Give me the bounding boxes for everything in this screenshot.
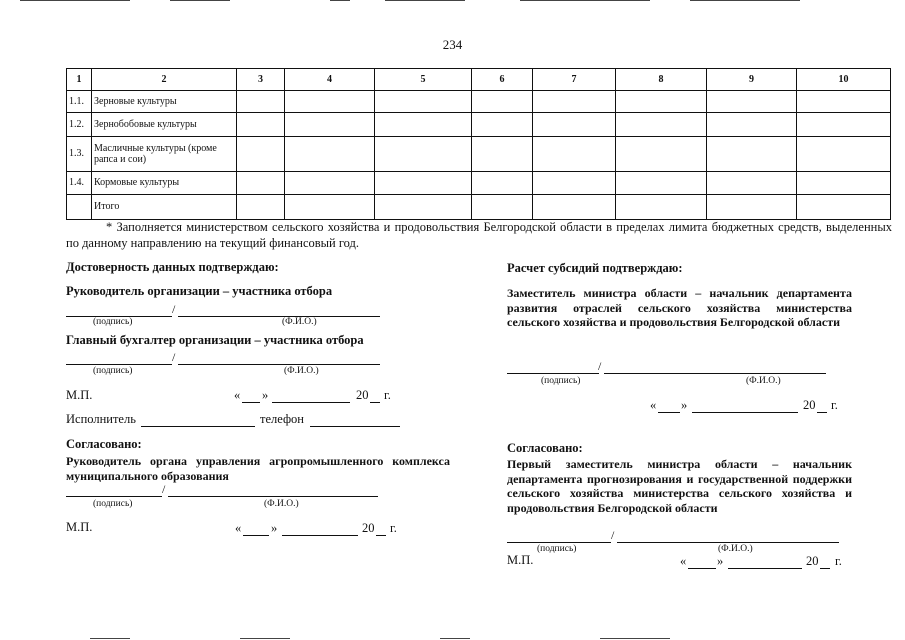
fio-line xyxy=(168,496,378,497)
crop-table xyxy=(66,68,891,220)
fio-line xyxy=(178,316,380,317)
row-name: Зерновые культуры xyxy=(92,91,237,113)
page-number: 234 xyxy=(442,37,463,52)
footnote: * Заполняется министерством сельского хозяйства и продовольствия Белгородской области в пределах лимита бюджетных средств, выделенных по данному направлению на текущий финансовый год. xyxy=(66,220,892,250)
date-close-quote: » xyxy=(681,398,688,412)
row-name: Кормовые культуры xyxy=(92,172,237,195)
scan-artifact-top xyxy=(385,0,465,1)
row-number: 1.2. xyxy=(67,113,92,137)
month-line xyxy=(728,568,802,569)
empty-cell xyxy=(533,91,616,113)
confirm-title: Достоверность данных подтверждаю: xyxy=(66,260,279,274)
empty-cell xyxy=(797,113,891,137)
empty-cell xyxy=(533,195,616,220)
row-name: Итого xyxy=(92,195,237,220)
empty-cell xyxy=(707,137,797,172)
row-number: 1.4. xyxy=(67,172,92,195)
agro-head-title: Руководитель органа управления агропромышленного комплекса муниципального образования xyxy=(66,454,450,483)
signature-caption: (подпись) xyxy=(93,499,133,509)
empty-cell xyxy=(375,195,472,220)
year-prefix: 20 xyxy=(803,398,816,412)
phone-label: телефон xyxy=(260,412,304,426)
separator-slash: / xyxy=(598,359,602,373)
date-open-quote: « xyxy=(650,398,657,412)
separator-slash: / xyxy=(172,350,176,364)
empty-cell xyxy=(375,172,472,195)
day-line xyxy=(243,535,269,536)
fio-caption: (Ф.И.О.) xyxy=(282,317,317,327)
scan-artifact-bottom xyxy=(240,638,290,639)
empty-cell xyxy=(285,172,375,195)
scan-artifact-top xyxy=(690,0,800,1)
signature-line xyxy=(66,496,162,497)
empty-cell xyxy=(285,113,375,137)
agreed-title: Согласовано: xyxy=(66,437,142,451)
empty-cell xyxy=(616,91,707,113)
day-line xyxy=(688,568,716,569)
empty-cell xyxy=(237,172,285,195)
year-prefix: 20 xyxy=(806,554,819,568)
year-prefix: 20 xyxy=(356,388,369,402)
separator-slash: / xyxy=(162,482,166,496)
empty-cell xyxy=(472,91,533,113)
empty-cell xyxy=(797,91,891,113)
column-header: 9 xyxy=(707,69,797,91)
row-name: Масличные культуры (кроме рапса и сои) xyxy=(92,137,237,172)
deputy-title: Заместитель министра области – начальник департамента развития отраслей сельского хозяйства министерства сельского хозяйства и продовольствия Белгородской области xyxy=(507,286,852,329)
empty-cell xyxy=(797,195,891,220)
row-number: 1.1. xyxy=(67,91,92,113)
day-line xyxy=(658,412,680,413)
signature-caption: (подпись) xyxy=(541,376,581,386)
empty-cell xyxy=(472,137,533,172)
empty-cell xyxy=(616,113,707,137)
scan-artifact-bottom xyxy=(90,638,130,639)
head-title: Руководитель организации – участника отбора xyxy=(66,284,333,298)
year-suffix: г. xyxy=(831,398,838,412)
row-number xyxy=(67,195,92,220)
scan-artifact-bottom xyxy=(600,638,670,639)
accountant-title: Главный бухгалтер организации – участника отбора xyxy=(66,333,364,347)
fio-caption: (Ф.И.О.) xyxy=(264,499,299,509)
empty-cell xyxy=(616,195,707,220)
empty-cell xyxy=(472,172,533,195)
stamp-mark: М.П. xyxy=(66,520,93,534)
column-header: 10 xyxy=(797,69,891,91)
year-line xyxy=(376,535,386,536)
month-line xyxy=(692,412,798,413)
date-close-quote: » xyxy=(717,554,724,568)
date-open-quote: « xyxy=(235,521,242,535)
empty-cell xyxy=(375,113,472,137)
stamp-mark: М.П. xyxy=(507,553,534,567)
empty-cell xyxy=(285,91,375,113)
empty-cell xyxy=(616,172,707,195)
empty-cell xyxy=(797,137,891,172)
year-line xyxy=(370,402,380,403)
empty-cell xyxy=(707,195,797,220)
signature-caption: (подпись) xyxy=(93,317,133,327)
date-open-quote: « xyxy=(680,554,687,568)
date-close-quote: » xyxy=(262,388,269,402)
executor-label: Исполнитель xyxy=(66,412,136,426)
empty-cell xyxy=(797,172,891,195)
empty-cell xyxy=(533,137,616,172)
fio-line xyxy=(617,542,839,543)
empty-cell xyxy=(375,137,472,172)
empty-cell xyxy=(616,137,707,172)
fio-caption: (Ф.И.О.) xyxy=(718,544,753,554)
fio-line xyxy=(604,373,826,374)
empty-cell xyxy=(285,137,375,172)
empty-cell xyxy=(285,195,375,220)
empty-cell xyxy=(237,195,285,220)
scan-artifact-top xyxy=(520,0,650,1)
date-open-quote: « xyxy=(234,388,241,402)
empty-cell xyxy=(533,113,616,137)
empty-cell xyxy=(707,172,797,195)
row-number: 1.3. xyxy=(67,137,92,172)
separator-slash: / xyxy=(172,302,176,316)
empty-cell xyxy=(472,113,533,137)
empty-cell xyxy=(237,137,285,172)
column-header: 5 xyxy=(375,69,472,91)
table-total-row xyxy=(67,195,891,220)
column-header: 4 xyxy=(285,69,375,91)
year-line xyxy=(820,568,830,569)
empty-cell xyxy=(472,195,533,220)
month-line xyxy=(272,402,350,403)
column-header: 7 xyxy=(533,69,616,91)
column-header: 6 xyxy=(472,69,533,91)
scan-artifact-top xyxy=(170,0,230,1)
empty-cell xyxy=(375,91,472,113)
table-row xyxy=(67,137,891,172)
row-name: Зернобобовые культуры xyxy=(92,113,237,137)
date-close-quote: » xyxy=(271,521,278,535)
year-prefix: 20 xyxy=(362,521,375,535)
scan-artifact-bottom xyxy=(440,638,470,639)
signature-caption: (подпись) xyxy=(93,366,133,376)
scan-artifact-top xyxy=(330,0,350,1)
phone-line xyxy=(310,426,400,427)
day-line xyxy=(242,402,260,403)
empty-cell xyxy=(707,113,797,137)
signature-caption: (подпись) xyxy=(537,544,577,554)
fio-line xyxy=(178,364,380,365)
year-suffix: г. xyxy=(384,388,391,402)
executor-line xyxy=(141,426,255,427)
table-header-row xyxy=(67,69,891,91)
column-header: 3 xyxy=(237,69,285,91)
separator-slash: / xyxy=(611,528,615,542)
table-row xyxy=(67,91,891,113)
signature-line xyxy=(66,364,172,365)
empty-cell xyxy=(237,91,285,113)
column-header: 8 xyxy=(616,69,707,91)
calc-title: Расчет субсидий подтверждаю: xyxy=(507,261,683,275)
first-deputy-title: Первый заместитель министра области – начальник департамента прогнозирования и государственной поддержки сельского хозяйства министерства сельского хозяйства и продовольствия Белгородской области xyxy=(507,457,852,515)
column-header: 2 xyxy=(92,69,237,91)
table-row xyxy=(67,172,891,195)
table-row xyxy=(67,113,891,137)
agreed-title: Согласовано: xyxy=(507,441,583,455)
year-line xyxy=(817,412,827,413)
empty-cell xyxy=(533,172,616,195)
signature-line xyxy=(507,373,599,374)
fio-caption: (Ф.И.О.) xyxy=(284,366,319,376)
scan-artifact-top xyxy=(20,0,130,1)
month-line xyxy=(282,535,358,536)
signature-line xyxy=(507,542,611,543)
year-suffix: г. xyxy=(835,554,842,568)
empty-cell xyxy=(237,113,285,137)
stamp-mark: М.П. xyxy=(66,388,93,402)
fio-caption: (Ф.И.О.) xyxy=(746,376,781,386)
column-header: 1 xyxy=(67,69,92,91)
year-suffix: г. xyxy=(390,521,397,535)
empty-cell xyxy=(707,91,797,113)
